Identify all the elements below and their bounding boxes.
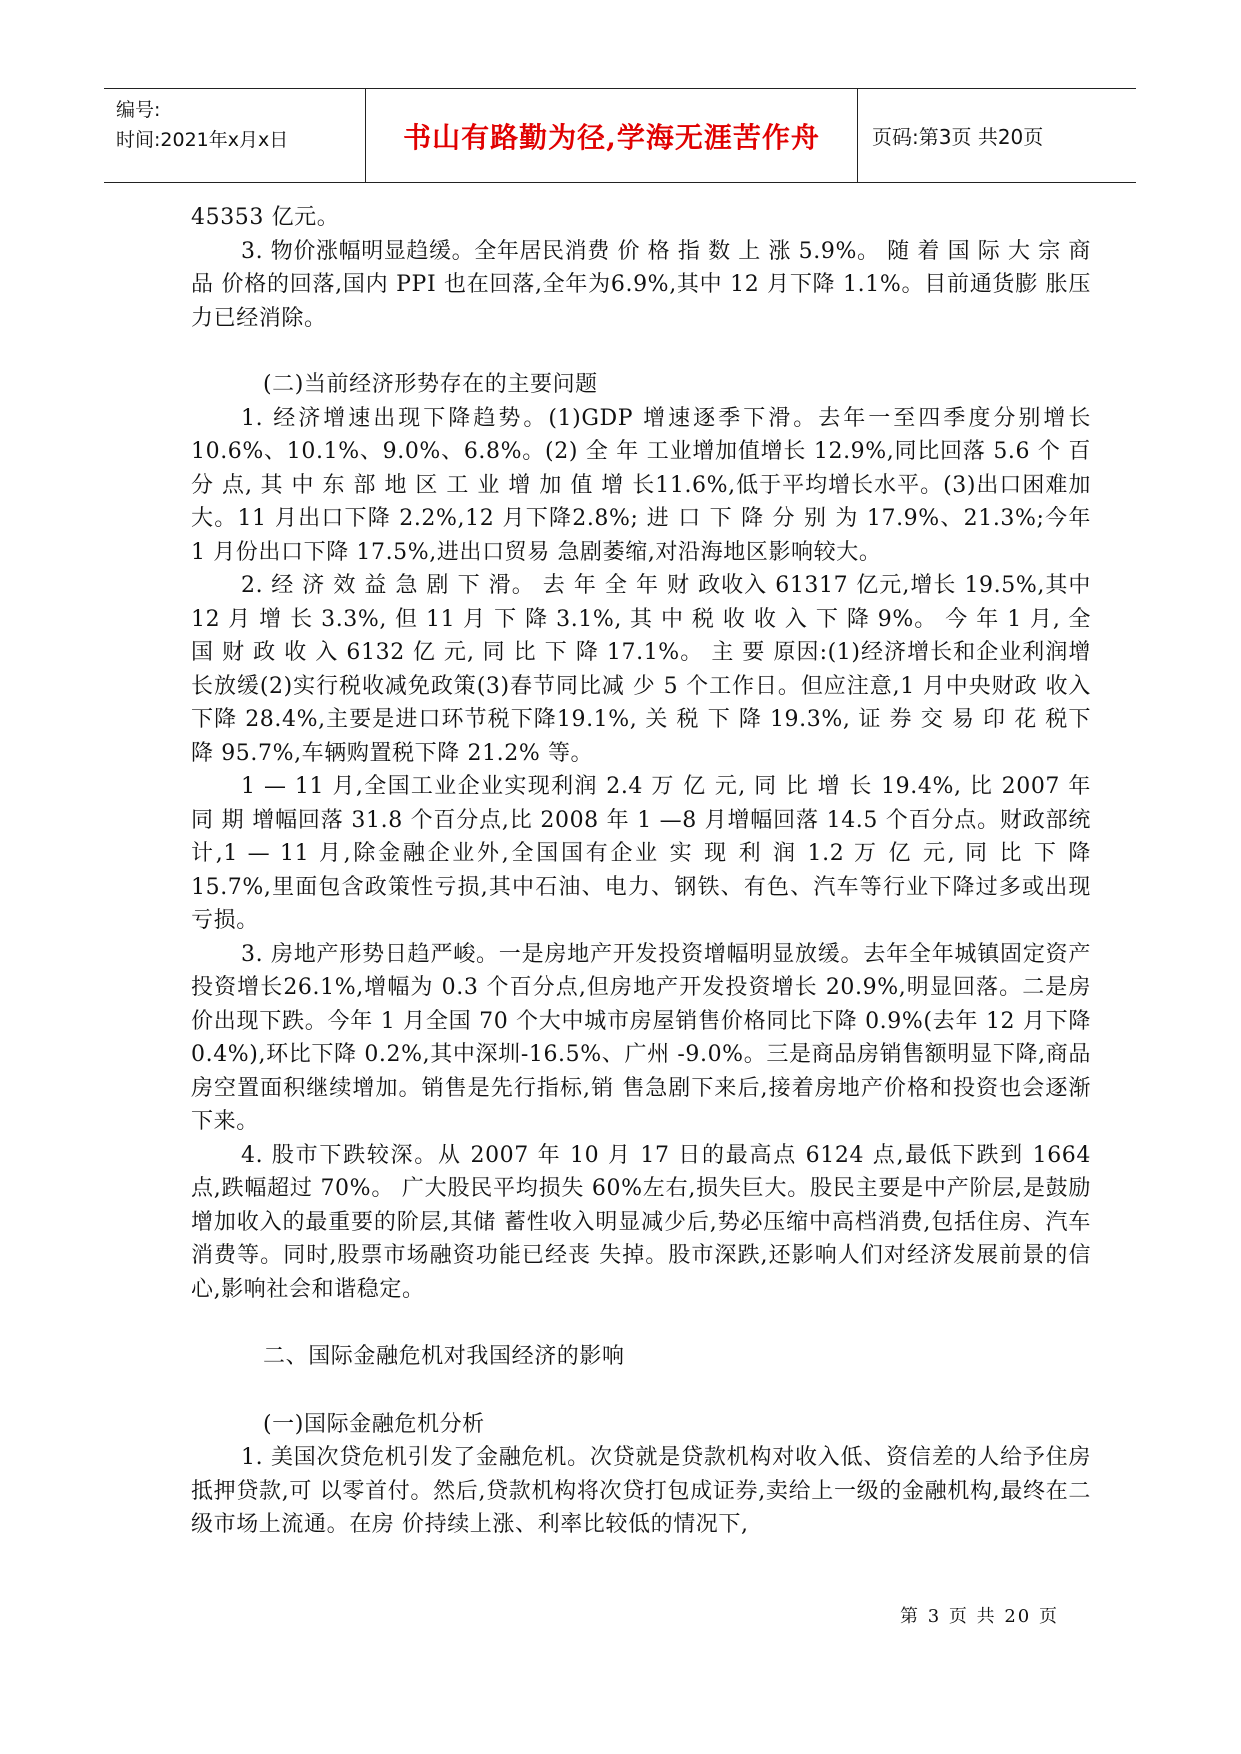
paragraph: 1. 美国次贷危机引发了金融危机。次贷就是贷款机构对收入低、资信差的人给予住房抵押贷款,可 以零首付。然后,贷款机构将次贷打包成证券,卖给上一级的金融机构,最终在二级市场上流通。在房 价持续上涨、利率比较低的情况下, (191, 1445, 1091, 1537)
paragraph: 45353 亿元。 (191, 205, 340, 230)
paragraph: 1 — 11 月,全国工业企业实现利润 2.4 万 亿 元, 同 比 增 长 19.4%, 比 2007 年 同 期 增幅回落 31.8 个百分点,比 2008 年 1 —8 月增幅回落 14.5 个百分点。财政部统计,1 — 11 月,除金融企业外,全国国有企业 实 现 利 润 1.2 万 亿 元, 同 比 下 降 15.7%,里面包含政策性亏损,其中石油、电力、钢铁、有色、汽车等行业下降过多或出现亏损。 (191, 774, 1091, 933)
chapter-heading: 二、国际金融危机对我国经济的影响 (263, 1344, 625, 1369)
section-heading: (一)国际金融危机分析 (263, 1411, 485, 1437)
header-meta (104, 89, 366, 182)
header-page-number: 页码:第3页 共20页 (872, 125, 1044, 149)
page-footer: 第 3 页 共 20 页 (900, 1606, 1059, 1627)
paragraph: 1. 经济增速出现下降趋势。(1)GDP 增速逐季下滑。去年一至四季度分别增长10.6%、10.1%、9.0%、6.8%。(2) 全 年 工业增加值增长 12.9%,同比回落 5.6 个 百 分 点, 其 中 东 部 地 区 工 业 增 加 值 增 长11.6%,低于平均增长水平。(3)出口困难加大。11 月出口下降 2.2%,12 月下降2.8%; 进 口 下 降 分 别 为 17.9%、21.3%;今年 1 月份出口下降 17.5%,进出口贸易 急剧萎缩,对沿海地区影响较大。 (191, 405, 1091, 565)
paragraph: 2. 经 济 效 益 急 剧 下 滑。 去 年 全 年 财 政收入 61317 亿元,增长 19.5%,其中 12 月 增 长 3.3%, 但 11 月 下 降 3.1%, 其 中 税 收 收 入 下 降 9%。 今 年 1 月, 全 国 财 政 收 入 6132 亿 元, 同 比 下 降 17.1%。 主 要 原因:(1)经济增长和企业利润增长放缓(2)实行税收减免政策(3)春节同比减 少 5 个工作日。但应注意,1 月中央财政 收入下降 28.4%,主要是进口环节税下降19.1%, 关 税 下 降 19.3%, 证 券 交 易 印 花 税下降 95.7%,车辆购置税下降 21.2% 等。 (191, 573, 1091, 766)
doc-number-label: 编号: (116, 99, 161, 121)
doc-date-label: 时间:2021年x月x日 (116, 129, 289, 151)
section-heading: (二)当前经济形势存在的主要问题 (263, 372, 598, 397)
page-header (104, 88, 1136, 183)
paragraph: 3. 物价涨幅明显趋缓。全年居民消费 价 格 指 数 上 涨 5.9%。 随 着 国 际 大 宗 商 品 价格的回落,国内 PPI 也在回落,全年为6.9%,其中 12 月下降 1.1%。目前通货膨 胀压力已经消除。 (191, 238, 1091, 331)
paragraph: 3. 房地产形势日趋严峻。一是房地产开发投资增幅明显放缓。去年全年城镇固定资产投资增长26.1%,增幅为 0.3 个百分点,但房地产开发投资增长 20.9%,明显回落。二是房价出现下跌。今年 1 月全国 70 个大中城市房屋销售价格同比下降 0.9%(去年 12 月下降 0.4%),环比下降 0.2%,其中深圳-16.5%、广州 -9.0%。三是商品房销售额明显下降,商品房空置面积继续增加。销售是先行指标,销 售急剧下来后,接着房地产价格和投资也会逐渐下来。 (191, 941, 1091, 1134)
header-motto: 书山有路勤为径,学海无涯苦作舟 (366, 89, 858, 182)
paragraph: 4. 股市下跌较深。从 2007 年 10 月 17 日的最高点 6124 点,最低下跌到 1664 点,跌幅超过 70%。 广大股民平均损失 60%左右,损失巨大。股民主要是中产阶层,是鼓励增加收入的最重要的阶层,其储 蓄性收入明显减少后,势必压缩中高档消费,包括住房、汽车消费等。同时,股票市场融资功能已经丧 失掉。股市深跌,还影响人们对经济发展前景的信心,影响社会和谐稳定。 (191, 1142, 1091, 1302)
document-body (191, 201, 1091, 1542)
